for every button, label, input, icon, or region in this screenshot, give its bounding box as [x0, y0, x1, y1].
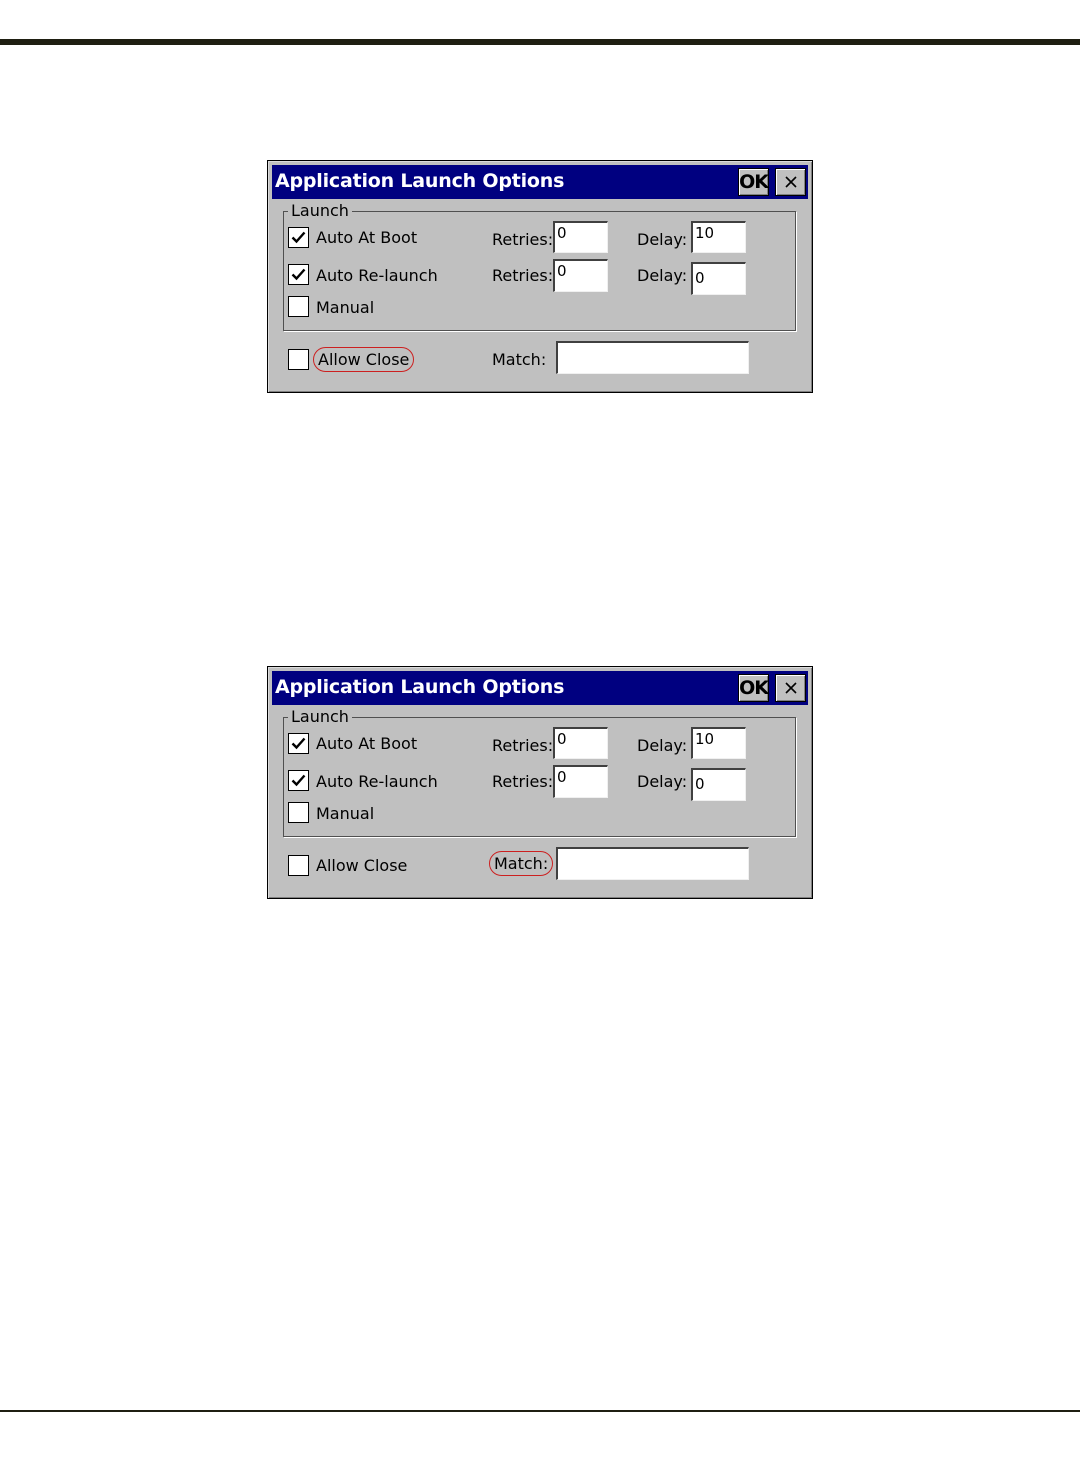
auto-at-boot-delay-input[interactable]: 10 [691, 727, 746, 759]
auto-relaunch-delay-input[interactable]: 0 [691, 768, 746, 801]
title-bar [272, 671, 808, 705]
auto-relaunch-label: Auto Re-launch [316, 266, 438, 285]
delay-label: Delay: [637, 736, 688, 755]
ok-button[interactable]: OK [738, 168, 769, 196]
allow-close-label: Allow Close [316, 856, 408, 875]
delay-label: Delay: [637, 230, 688, 249]
match-input[interactable] [556, 847, 749, 880]
retries-label: Retries: [492, 230, 554, 249]
footer-rule [0, 1410, 1080, 1412]
match-input[interactable] [556, 341, 749, 374]
auto-relaunch-checkbox[interactable] [288, 264, 309, 285]
retries-label: Retries: [492, 772, 554, 791]
checkmark-icon [291, 268, 306, 281]
auto-relaunch-retries-input[interactable]: 0 [553, 765, 608, 798]
launch-group-label: Launch [288, 201, 352, 220]
auto-at-boot-checkbox[interactable] [288, 227, 309, 248]
dialog-title: Application Launch Options [275, 676, 565, 698]
retries-label: Retries: [492, 266, 554, 285]
retries-label: Retries: [492, 736, 554, 755]
checkmark-icon [291, 231, 306, 244]
close-button[interactable] [775, 674, 806, 702]
delay-label: Delay: [637, 266, 688, 285]
close-icon [784, 681, 798, 695]
auto-at-boot-retries-input[interactable]: 0 [553, 727, 608, 759]
allow-close-checkbox[interactable] [288, 855, 309, 876]
match-label: Match: [492, 350, 547, 369]
manual-checkbox[interactable] [288, 802, 309, 823]
header-rule [0, 39, 1080, 45]
manual-label: Manual [316, 298, 375, 317]
application-launch-options-dialog [267, 160, 813, 393]
application-launch-options-dialog [267, 666, 813, 899]
auto-relaunch-delay-input[interactable]: 0 [691, 262, 746, 295]
dialog-title: Application Launch Options [275, 170, 565, 192]
delay-label: Delay: [637, 772, 688, 791]
close-icon [784, 175, 798, 189]
allow-close-label: Allow Close [313, 347, 414, 372]
checkmark-icon [291, 774, 306, 787]
auto-relaunch-retries-input[interactable]: 0 [553, 259, 608, 292]
close-button[interactable] [775, 168, 806, 196]
auto-at-boot-retries-input[interactable]: 0 [553, 221, 608, 253]
title-bar [272, 165, 808, 199]
manual-label: Manual [316, 804, 375, 823]
allow-close-checkbox[interactable] [288, 349, 309, 370]
launch-group-label: Launch [288, 707, 352, 726]
auto-at-boot-label: Auto At Boot [316, 734, 418, 753]
auto-at-boot-label: Auto At Boot [316, 228, 418, 247]
auto-relaunch-checkbox[interactable] [288, 770, 309, 791]
auto-at-boot-checkbox[interactable] [288, 733, 309, 754]
auto-relaunch-label: Auto Re-launch [316, 772, 438, 791]
auto-at-boot-delay-input[interactable]: 10 [691, 221, 746, 253]
manual-checkbox[interactable] [288, 296, 309, 317]
match-label: Match: [489, 851, 553, 876]
checkmark-icon [291, 737, 306, 750]
ok-button[interactable]: OK [738, 674, 769, 702]
